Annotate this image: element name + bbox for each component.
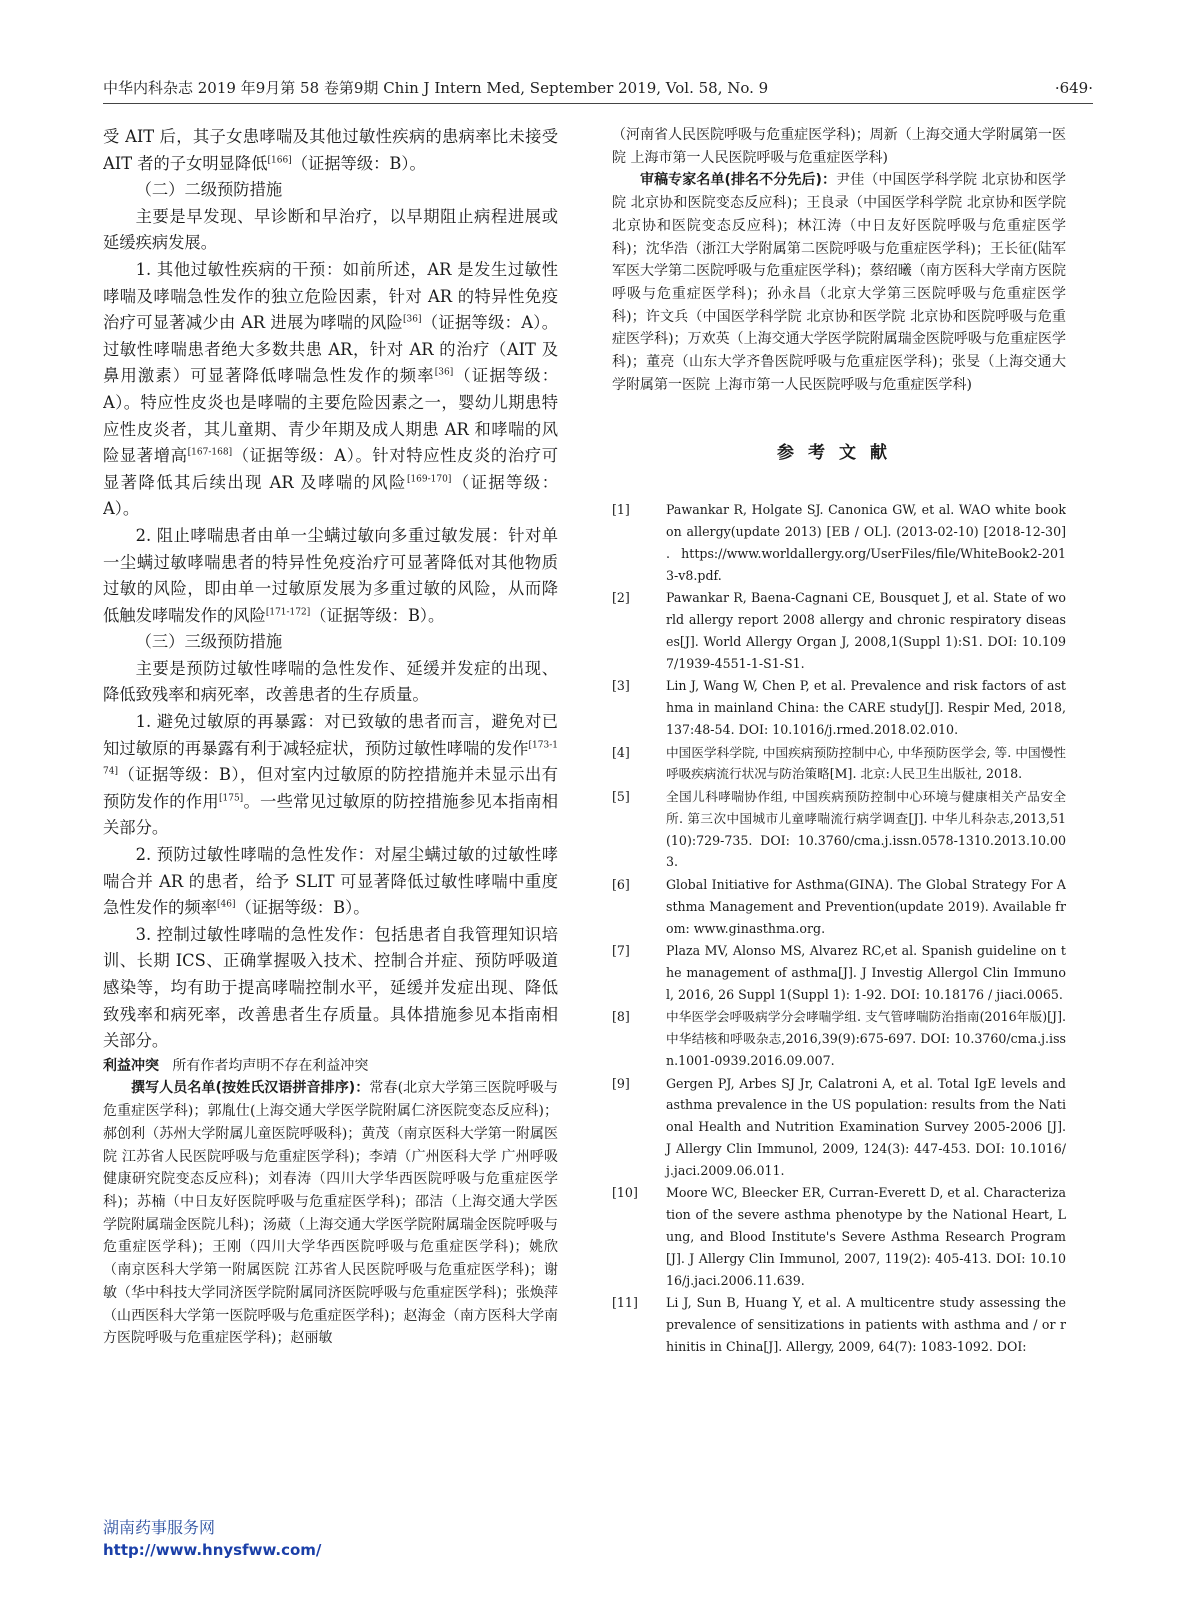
reference-item [612,1182,1066,1291]
paragraph: 2. 预防过敏性哮喘的急性发作：对屋尘螨过敏的过敏性哮喘合并 AR 的患者，给予 SLIT 可显著降低过敏性哮喘中重度急性发作的频率[46]（证据等级：B）。 [103,845,558,918]
journal-citation: 中华内科杂志 2019 年9月第 58 卷第9期 Chin J Intern Med, September 2019, Vol. 58, No. 9 [103,79,769,97]
reference-number: [9] [612,1075,630,1091]
conflict-statement: 利益冲突 所有作者均声明不存在利益冲突 [103,1057,369,1074]
reference-text: Gergen PJ, Arbes SJ Jr, Calatroni A, et al. Total IgE levels and asthma prevalence in the US population: results from the National Health and Nutrition Examination Survey 2005-2006 [J]. J Allergy Clin Immunol, 2009, 124(3): 447-453. DOI: 10.1016/j.jaci.2009.06.011. [666,1075,1066,1178]
site-name: 湖南药事服务网 [103,1518,216,1537]
citation: [46] [216,899,236,910]
reference-text: 中华医学会呼吸病学分会哮喘学组. 支气管哮喘防治指南(2016年版)[J]. 中华结核和呼吸杂志,2016,39(9):675-697. DOI: 10.3760/cma.j.issn.1001-0939.2016.09.007. [666,1009,1066,1068]
citation: [171-172] [265,607,311,618]
reference-list [612,499,1066,1357]
left-column [103,124,558,1544]
citation: [36] [434,367,454,378]
reference-item [612,675,1066,740]
conflict-label: 利益冲突 [103,1057,159,1074]
citation: [173-174] [103,740,558,777]
paragraph: 受 AIT 后，其子女患哮喘及其他过敏性疾病的患病率比未接受 AIT 者的子女明显降低[166]（证据等级：B）。 [103,127,558,173]
section-heading: （二）二级预防措施 [135,180,283,200]
authors-list: 撰写人员名单(按姓氏汉语拼音排序)：常春(北京大学第三医院呼吸与危重症医学科)；郭胤仕(上海交通大学医学院附属仁济医院变态反应科)；郝创利（苏州大学附属儿童医院呼吸科)；黄茂（南京医科大学第一附属医院 江苏省人民医院呼吸与危重症医学科)；李靖（广州医科大学 广州呼吸健康研究院变态反应科)；刘春涛（四川大学华西医院呼吸与危重症医学科)；苏楠（中日友好医院呼吸与危重症医学科)；邵洁（上海交通大学医学院附属瑞金医院儿科)；汤葳（上海交通大学医学院附属瑞金医院呼吸与危重症医学科)；王刚（四川大学华西医院呼吸与危重症医学科)；姚欣（南京医科大学第一附属医院 江苏省人民医院呼吸与危重症医学科)；谢敏（华中科技大学同济医学院附属同济医院呼吸与危重症医学科)；张焕萍（山西医科大学第一医院呼吸与危重症医学科)；赵海金（南方医科大学南方医院呼吸与危重症医学科)；赵丽敏 [103,1080,558,1347]
citation: [36] [403,314,422,325]
page-number: ·649· [1054,79,1093,97]
reviewers-list: 审稿专家名单(排名不分先后)：尹佳（中国医学科学院 北京协和医学院 北京协和医院变态反应科)；王良录（中国医学科学院 北京协和医学院 北京协和医院变态反应科)；林江涛（中日友好医院呼吸与危重症医学科)；沈华浩（浙江大学附属第二医院呼吸与危重症医学科)；王长征(陆军军医大学第二医院呼吸与危重症医学科)；蔡绍曦（南方医科大学南方医院呼吸与危重症医学科)；孙永昌（北京大学第三医院呼吸与危重症医学科)；许文兵（中国医学科学院 北京协和医学院 北京协和医院呼吸与危重症医学科)；万欢英（上海交通大学医学院附属瑞金医院呼吸与危重症医学科)；董亮（山东大学齐鲁医院呼吸与危重症医学科)；张旻（上海交通大学附属第一医院 上海市第一人民医院呼吸与危重症医学科) [612,172,1066,393]
reference-item [612,499,1066,586]
reference-text: Moore WC, Bleecker ER, Curran-Everett D, et al. Characterization of the severe asthma phenotype by the National Heart, Lung, and Blood Institute's Severe Asthma Research Program[J]. J Allergy Clin Immunol, 2007, 119(2): 405-413. DOI: 10.1016/j.jaci.2006.11.639. [666,1185,1066,1288]
reference-text: Pawankar R, Baena-Cagnani CE, Bousquet J, et al. State of world allergy report 2008 allergy and chronic respiratory diseases[J]. World Allergy Organ J, 2008,1(Suppl 1):S1. DOI: 10.1097/1939-4551-1-S1-S1. [666,590,1066,671]
reference-number: [8] [612,1009,630,1025]
reference-text: 中国医学科学院, 中国疾病预防控制中心, 中华预防医学会, 等. 中国慢性呼吸疾病流行状况与防治策略[M]. 北京:人民卫生出版社, 2018. [666,744,1066,782]
reference-number: [7] [612,943,630,959]
citation: [167-168] [187,447,233,458]
reference-text: Li J, Sun B, Huang Y, et al. A multicentre study assessing the prevalence of sensitizations in patients with asthma and / or rhinitis in China[J]. Allergy, 2009, 64(7): 1083-1092. DOI: [666,1295,1066,1354]
reference-item [612,587,1066,674]
header-rule [103,103,1093,104]
reference-number: [2] [612,590,630,606]
reference-number: [6] [612,876,630,892]
reference-text: Global Initiative for Asthma(GINA). The Global Strategy For Asthma Management and Prevention(update 2019). Available from: www.ginasthma.org. [666,876,1066,936]
reference-number: [3] [612,678,630,694]
reference-item [612,786,1066,873]
reference-text: Pawankar R, Holgate SJ. Canonica GW, et al. WAO white book on allergy(update 2013) [EB / OL]. (2013-02-10) [2018-12-30] . https://www.worldallergy.org/UserFiles/file/WhiteBook2-2013-v8.pdf. [666,502,1066,583]
site-url[interactable]: http://www.hnysfww.com/ [103,1541,322,1559]
watermark-footer [103,1517,463,1577]
reference-item [612,1292,1066,1357]
reference-item [612,874,1066,939]
reference-number: [4] [612,744,630,760]
paragraph: 1. 其他过敏性疾病的干预：如前所述，AR 是发生过敏性哮喘及哮喘急性发作的独立危险因素，针对 AR 的特异性免疫治疗可显著减少由 AR 进展为哮喘的风险[36]（证据等级：A）。过敏性哮喘患者绝大多数共患 AR，针对 AR 的治疗（AIT 及鼻用激素）可显著降低哮喘急性发作的频率[36]（证据等级：A）。特应性皮炎也是哮喘的主要危险因素之一，婴幼儿期患特应性皮炎者，其儿童期、青少年期及成人期患 AR 和哮喘的风险显著增高[167-168]（证据等级：A）。针对特应性皮炎的治疗可显著降低其后续出现 AR 及哮喘的风险[169-170]（证据等级：A）。 [103,259,558,519]
reviewers-label: 审稿专家名单(排名不分先后)： [640,172,837,189]
section-heading: （三）三级预防措施 [135,632,283,652]
reference-number: [5] [612,788,630,804]
citation: [169-170] [406,474,452,485]
paragraph: 1. 避免过敏原的再暴露：对已致敏的患者而言，避免对已知过敏原的再暴露有利于减轻症状，预防过敏性哮喘的发作[173-174]（证据等级：B），但对室内过敏原的防控措施并未显示出有预防发作的作用[175]。一些常见过敏原的防控措施参见本指南相关部分。 [103,712,558,838]
authors-label: 撰写人员名单(按姓氏汉语拼音排序)： [131,1080,370,1097]
right-column [612,124,1066,1544]
reference-number: [10] [612,1185,638,1201]
paragraph: 主要是预防过敏性哮喘的急性发作、延缓并发症的出现、降低致残率和病死率，改善患者的生存质量。 [103,658,558,705]
reference-item [612,940,1066,1005]
running-header [103,78,1093,104]
reference-number: [11] [612,1295,638,1311]
authors-list-cont: （河南省人民医院呼吸与危重症医学科)；周新（上海交通大学附属第一医院 上海市第一人民医院呼吸与危重症医学科) [612,127,1066,166]
reference-item [612,742,1066,786]
paragraph: 3. 控制过敏性哮喘的急性发作：包括患者自我管理知识培训、长期 ICS、正确掌握吸入技术、控制合并症、预防呼吸道感染等，均有助于提高哮喘控制水平，延缓并发症出现、降低致残率和病死率，改善患者生存质量。具体措施参见本指南相关部分。 [103,924,558,1051]
paragraph: 2. 阻止哮喘患者由单一尘螨过敏向多重过敏发展：针对单一尘螨过敏哮喘患者的特异性免疫治疗可显著降低对其他物质过敏的风险，即由单一过敏原发展为多重过敏的风险，从而降低触发哮喘发作的风险[171-172]（证据等级：B）。 [103,525,558,625]
paragraph: 主要是早发现、早诊断和早治疗，以早期阻止病程进展或延缓疾病发展。 [103,206,558,253]
references-heading: 参考文献 [777,443,901,464]
reference-text: 全国儿科哮喘协作组, 中国疾病预防控制中心环境与健康相关产品安全所. 第三次中国城市儿童哮喘流行病学调查[J]. 中华儿科杂志,2013,51(10):729-735. DOI: 10.3760/cma.j.issn.0578-1310.2013.10.003. [666,788,1066,870]
reference-text: Plaza MV, Alonso MS, Alvarez RC,et al. Spanish guideline on the management of asthma[J]. J Investig Allergol Clin Immunol, 2016, 26 Suppl 1(Suppl 1): 1-92. DOI: 10.18176 / jiaci.0065. [666,943,1066,1002]
reference-number: [1] [612,502,630,518]
reference-text: Lin J, Wang W, Chen P, et al. Prevalence and risk factors of asthma in mainland China: the CARE study[J]. Respir Med, 2018,137:48-54. DOI: 10.1016/j.rmed.2018.02.010. [666,678,1066,737]
reference-item [612,1073,1066,1182]
citation: [175] [218,793,244,804]
reference-item [612,1006,1066,1071]
citation: [166] [267,155,292,166]
